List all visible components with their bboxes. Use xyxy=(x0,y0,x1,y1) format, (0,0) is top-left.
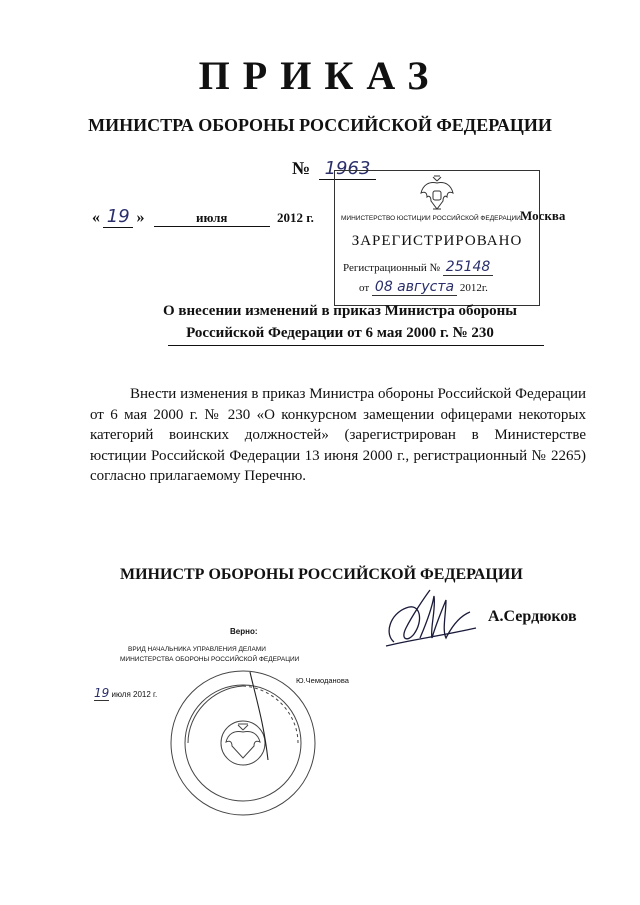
date-month: июля xyxy=(154,210,270,227)
eagle-emblem-icon xyxy=(419,175,455,213)
certification-label: Верно: xyxy=(230,627,258,636)
registration-stamp xyxy=(334,170,540,306)
stamp-reg-number: 25148 xyxy=(443,259,494,276)
stamp-date-year: 2012г. xyxy=(459,282,488,294)
certification-date xyxy=(94,686,157,700)
certifier-name: Ю.Чемоданова xyxy=(296,676,349,685)
certification-date-day: 19 xyxy=(94,686,110,700)
signatory-name: А.Сердюков xyxy=(488,608,577,625)
date-year: 2012 xyxy=(277,210,303,225)
certifier-position-line1: ВРИД НАЧАЛЬНИКА УПРАВЛЕНИЯ ДЕЛАМИ xyxy=(128,646,266,653)
order-date xyxy=(92,206,314,228)
number-prefix: № xyxy=(292,158,311,178)
document-subtitle: МИНИСТРА ОБОРОНЫ РОССИЙСКОЙ ФЕДЕРАЦИИ xyxy=(88,115,552,135)
date-day: 19 xyxy=(103,206,133,228)
order-number-value: 1963 xyxy=(319,158,377,180)
certifier-position-line2: МИНИСТЕРСТВА ОБОРОНЫ РОССИЙСКОЙ ФЕДЕРАЦИИ xyxy=(120,656,300,663)
signatory-title: МИНИСТР ОБОРОНЫ РОССИЙСКОЙ ФЕДЕРАЦИИ xyxy=(120,566,523,583)
quote-close: » xyxy=(136,209,145,226)
minister-signature xyxy=(380,580,480,650)
stamp-date-line xyxy=(359,279,488,295)
stamp-reg-label: Регистрационный № xyxy=(343,262,441,274)
stamp-status: ЗАРЕГИСТРИРОВАНО xyxy=(351,233,523,249)
stamp-ministry: МИНИСТЕРСТВО ЮСТИЦИИ РОССИЙСКОЙ ФЕДЕРАЦИИ xyxy=(341,215,521,222)
order-city: Москва xyxy=(520,208,566,223)
amendment-underline xyxy=(168,345,544,346)
certification-date-rest: июля 2012 г. xyxy=(111,690,158,699)
stamp-date-value: 08 августа xyxy=(372,279,457,296)
amendment-title-line2: Российской Федерации от 6 мая 2000 г. № 230 xyxy=(186,325,494,341)
amendment-title-line1: О внесении изменений в приказ Министра обороны xyxy=(162,303,518,319)
order-body: Внести изменения в приказ Министра обороны Российской Федерации от 6 мая 2000 г. № 230 «О конкурсном замещении офицерами некоторых категорий воинских должностей» (зарегистрирован в Министерстве юстиции Российской Федерации 13 июня 2000 г., регистрационный № 2265) согласно прилагаемому Перечню. xyxy=(90,386,586,484)
stamp-reg-number-line xyxy=(343,259,493,275)
quote-open: « xyxy=(92,209,100,226)
stamp-date-prefix: от xyxy=(359,282,370,294)
amendment-title xyxy=(120,300,560,344)
document-title: ПРИКАЗ xyxy=(198,53,442,98)
date-year-suffix: г. xyxy=(306,210,314,225)
official-seal-icon xyxy=(168,668,318,818)
